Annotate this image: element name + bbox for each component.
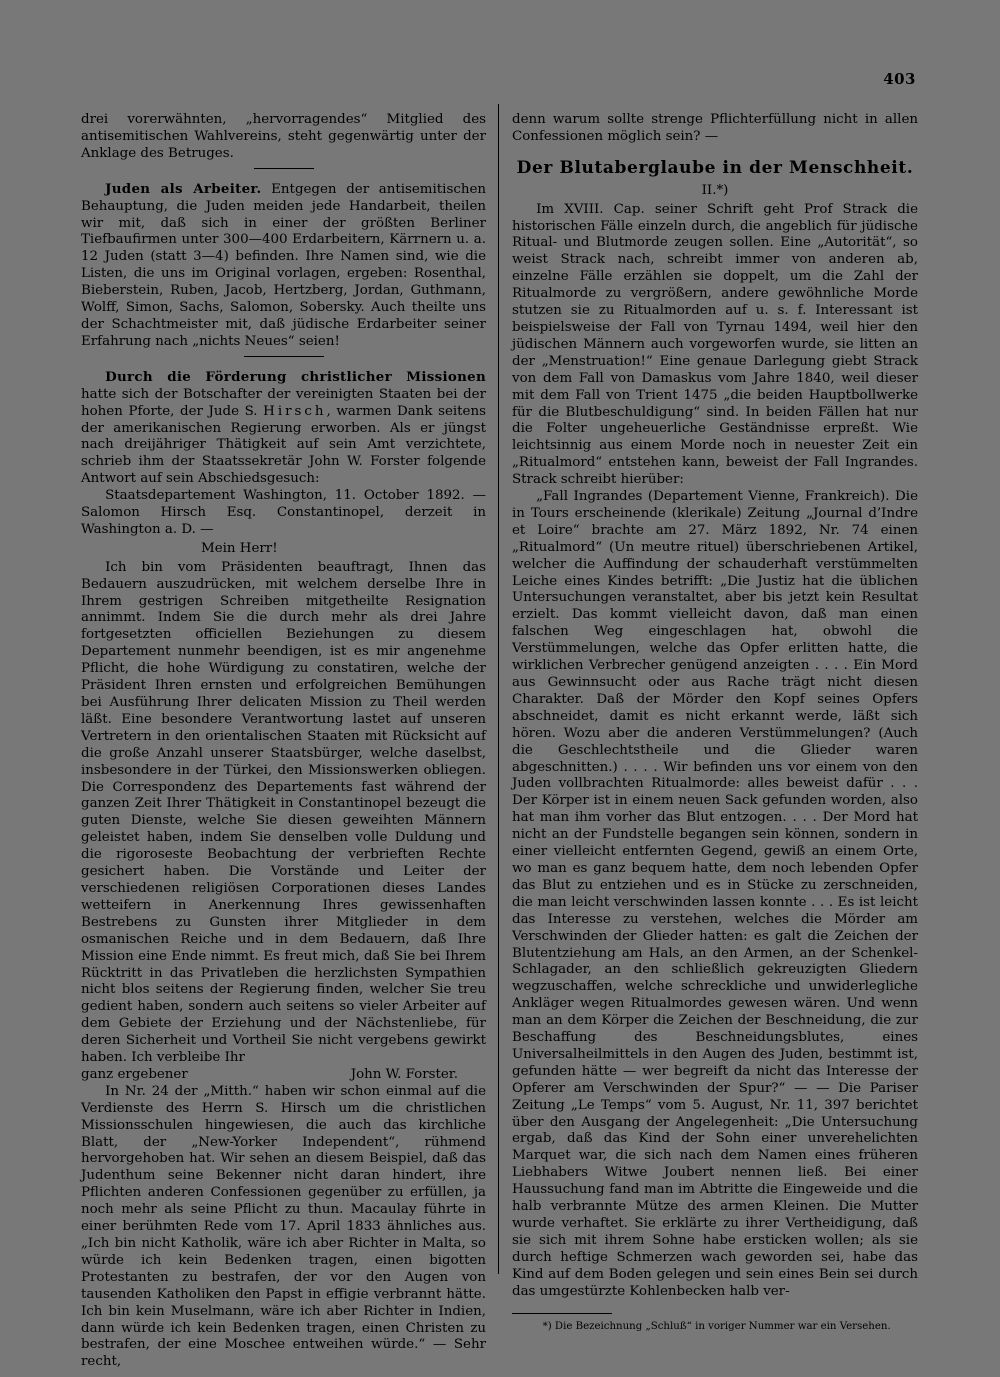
separator-rule — [254, 168, 314, 169]
article-text-juden: Entgegen der antisemitischen Behauptung, die Juden meiden jede Handarbeit, theilen wir mit, daß sich in einer der größten Berliner Tiefbaufirmen unter 300—400 Erdarbeitern, Kärrnern u. a. 12 Juden (statt 3—4) befinden. Ihre Namen sind, wie die Listen, die uns im Original vorlagen, ergeben: Rosenthal, Bieberstein, Ruben, Jacob, Hertzberg, Jordan, Guthmann, Wolff, Simon, Sachs, Salomon, Sobersky. Auch theilte uns der Schachtmeister mit, daß jüdische Erdarbeiter seiner Erfahrung nach „nichts Neues“ seien! — [81, 181, 486, 349]
footnote-rule — [512, 1313, 612, 1314]
page-number: 403 — [883, 70, 916, 88]
letter-signature — [81, 1067, 486, 1084]
department-line: Staatsdepartement Washington, 11. October 1892. — Salomon Hirsch Esq. Constantinopel, derzeit in Washington a. D. — — [81, 488, 486, 537]
paragraph-betrug: drei vorerwähnten, „hervorragendes“ Mitglied des antisemitischen Wahlvereins, steht gegenwärtig unter der Anklage des Betruges. — [81, 112, 486, 161]
paragraph-continuation: denn warum sollte strenge Pflichterfüllung nicht in allen Confessionen möglich sein? — — [512, 112, 918, 144]
article-missionen — [81, 369, 486, 488]
left-column — [81, 112, 486, 1371]
column-divider — [498, 104, 499, 1274]
paragraph-ingrandes: „Fall Ingrandes (Departement Vienne, Frankreich). Die in Tours erscheinende (klerikale) Zeitung „Journal d’Indre et Loire“ brachte am 27. März 1892, Nr. 74 einen „Ritualmord“ (Un meutre rituel) überschriebenen Artikel, welcher die Auffindung der schauderhaft verstümmelten Leiche eines Kindes betrifft: „Die Justiz hat die üblichen Untersuchungen veranstaltet, aber bis jetzt kein Resultat erzielt. Das kommt vielleicht davon, daß man einen falschen Weg eingeschlagen hat, obwohl die Verstümmelungen, welche das Opfer erlitten hatte, die wirklichen Verbrecher genügend anzeigten . . . . Ein Mord aus Gewinnsucht oder aus Rache trägt nicht diesen Charakter. Daß der Mörder den Kopf seines Opfers abschneidet, damit es nicht erkannt werde, läßt sich hören. Wozu aber die anderen Verstümmelungen? (Auch die Geschlechtstheile und die Glieder waren abgeschnitten.) . . . . Wir befinden uns vor einem von den Juden vollbrachten Ritualmorde: alles beweist dafür . . . Der Körper ist in einem neuen Sack gefunden worden, also hat man ihm vorher das Blut entzogen. . . . Der Mord hat nicht an der Fundstelle begangen sein können, sondern in einer vielleicht entfernten Gegend, gewiß an einem Orte, wo man es ganz bequem hatte, dem noch lebenden Opfer das Blut zu entziehen und es in Stücke zu zerschneiden, die man leicht verschwinden lassen konnte . . . Es ist leicht das Interesse zu verstehen, welches die Mörder am Verschwinden der Glieder hatten: es galt die Zeichen der Blutentziehung am Hals, an den Armen, an der Schenkel-Schlagader, an den schließlich gekreuzigten Gliedern wegzuschaffen, welche schreckliche und unwiderlegliche Ankläger wegen Ritualmordes gewesen wären. Und wenn man an dem Körper die Zeichen der Beschneidung, die zur Beschaffung des Beschneidungsblutes, eines Universalheilmittels in den Augen des Juden, bestimmt ist, gefunden hätte — wer begreift da nicht das Interesse der Opferer am Verschwinden der Spur?“ — — Die Pariser Zeitung „Le Temps“ vom 5. August, Nr. 11, 397 berichtet über den Ausgang der Angelegenheit: „Die Untersuchung ergab, daß das Kind der Sohn einer unverehelichten Marquet war, die sich nach dem Namen eines früheren Liebhabers Witwe Joubert nennen ließ. Bei einer Haussuchung fand man im Abtritte die Eingeweide und die halb verbrannte Mütze des armen Kleinen. Die Mutter wurde verhaftet. Sie erklärte zu ihrer Vertheidigung, daß sie sich mit ihrem Sohne habe ersticken wollen; als sie durch heftige Schmerzen wach geworden sei, habe das Kind auf dem Boden gelegen und sein eines Bein sei durch das umgestürzte Kohlenbecken halb ver- — [512, 489, 918, 1299]
paragraph-commentary: In Nr. 24 der „Mitth.“ haben wir schon einmal auf die Verdienste des Herrn S. Hirsch um die christlichen Missionsschulen hingewiesen, die auch das kirchliche Blatt, der „New-Yorker Independent“, rühmend hervorgehoben hat. Wir sehen an diesem Beispiel, daß das Judenthum seine Bekenner nicht daran hindert, ihre Pflichten anderen Confessionen gegenüber zu erfüllen, ja noch mehr als seine Pflicht zu thun. Macaulay führte in einer berühmten Rede vom 17. April 1833 ähnliches aus. „Ich bin nicht Katholik, wäre ich aber Richter in Malta, so würde ich kein Bedenken tragen, einen bigotten Protestanten zu bestrafen, der vor den Augen von tausenden Katholiken den Papst in effigie verbrannt hätte. Ich bin kein Muselmann, wäre ich aber Richter in Indien, dann würde ich kein Bedenken tragen, einen Christen zu bestrafen, der eine Moschee entweihen würde.“ — Sehr recht, — [81, 1083, 486, 1370]
paragraph-strack: Im XVIII. Cap. seiner Schrift geht Prof Strack die historischen Fälle einzeln durch, die angeblich für jüdische Ritual- und Blutmorde zeugen sollen. Eine „Autorität“, so weist Strack nach, schreibt immer von anderen ab, einzelne Fälle erzählen sie doppelt, um die Zahl der Ritualmorde zu vergrößern, andere gewöhnliche Morde stutzen sie zu Ritualmorden auf u. s. f. Interessant ist beispielsweise der Fall von Tyrnau 1494, weil hier den jüdischen Männern auch vorgeworfen wurde, sie litten an der „Menstruation!“ Eine genaue Darlegung giebt Strack von dem Fall von Damaskus vom Jahre 1840, weil dieser mit dem Fall von Trient 1475 „die beiden Hauptbollwerke für die Blutbeschuldigung“ sind. In beiden Fällen hat nur die Folter ungeheuerliche Geständnisse erpreßt. Wie leichtsinnig aus einem Morde noch in neuester Zeit ein „Ritualmord“ entstehen kann, beweist der Fall Ingrandes. Strack schreibt hierüber: — [512, 201, 918, 488]
letter-salutation: Mein Herr! — [201, 540, 278, 556]
separator-rule — [244, 356, 324, 357]
article-text-missionen-a: hatte sich der Botschafter der vereinigten Staaten bei der hohen Pforte, der Jude S. — [81, 386, 486, 419]
article-heading-missionen: Durch die Förderung christlicher Missionen — [105, 368, 486, 385]
article-headline: Der Blutaberglaube in der Menschheit. — [516, 157, 914, 178]
article-text-missionen-b: , warmen Dank seitens der amerikanischen Regierung erworben. Als er jüngst nach dreijähriger Thätigkeit auf sein Amt verzichtete, schrieb ihm der Staatssekretär John W. Forster folgende Antwort auf sein Abschiedsgesuch: — [81, 403, 486, 487]
letter-body: Ich bin vom Präsidenten beauftragt, Ihnen das Bedauern auszudrücken, mit welchem derselbe Ihre in Ihrem gestrigen Schreiben mitgetheilte Resignation annimmt. Indem Sie die durch mehr als drei Jahre fortgesetzten officiellen Beziehungen zu diesem Departement nunmehr beendigen, ist es mir angenehme Pflicht, die hohe Würdigung zu constatiren, welche der Präsident Ihren ernsten und erfolgreichen Bemühungen bei Ausführung Ihrer delicaten Mission zu Theil werden läßt. Eine besondere Verantwortung lastet auf unseren Vertretern in den orientalischen Staaten mit Rücksicht auf die große Anzahl unserer Staatsbürger, welche daselbst, insbesondere in der Türkei, den Missionswerken obliegen. Die Correspondenz des Departements fast während der ganzen Zeit Ihrer Thätigkeit in Constantinopel bezeugt die guten Dienste, welche Sie diesen geweihten Männern geleistet haben, indem Sie denselben volle Duldung und die rigoroseste Beobachtung der verbrieften Rechte gesichert haben. Die Vorstände und Leiter der verschiedenen religiösen Corporationen dieses Landes wetteifern in Anerkennung Ihres gewissenhaften Bestrebens zu Gunsten ihrer Mitglieder in dem osmanischen Reiche und in dem Bedauern, daß Ihre Mission eine Ende nimmt. Es freut mich, daß Sie bei Ihrem Rücktritt in das Privatleben die herzlichsten Sympathien nicht blos seitens der Regierung finden, welcher Sie treu gedient haben, sondern auch seitens so vieler Arbeiter auf dem Gebiete der Erziehung und der Nächstenliebe, für deren Sicherheit und Vortheil Sie nicht vergebens gewirkt haben. Ich verbleibe Ihr — [81, 559, 486, 1066]
article-heading-juden: Juden als Arbeiter. — [105, 180, 262, 197]
right-column — [512, 112, 918, 1333]
article-juden-als-arbeiter — [81, 181, 486, 351]
signature-closing: ganz ergebener — [81, 1066, 188, 1082]
name-hirsch: Hirsch — [263, 403, 327, 419]
article-part-number: II.*) — [701, 182, 729, 198]
signature-name: John W. Forster. — [350, 1066, 458, 1082]
footnote: *) Die Bezeichnung „Schluß“ in voriger Nummer war ein Versehen. — [542, 1320, 891, 1332]
